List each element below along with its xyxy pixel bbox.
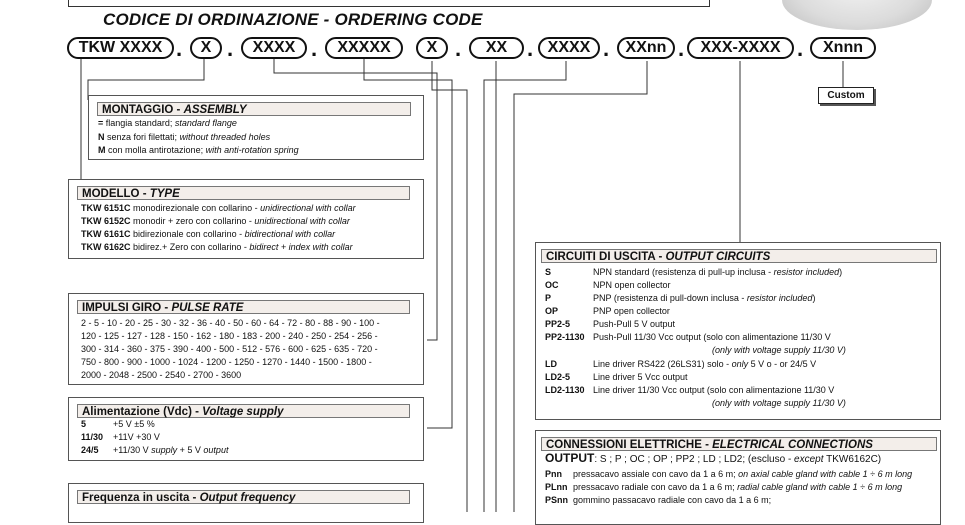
assembly-panel bbox=[88, 95, 424, 160]
code-segment-model: TKW XXXX bbox=[67, 37, 174, 59]
code-dot: . bbox=[797, 36, 804, 61]
assembly-row: M con molla antirotazione; with anti-rotation spring bbox=[98, 145, 299, 155]
supply-row: 5 +5 V ±5 % bbox=[81, 419, 155, 429]
supply-panel bbox=[68, 397, 424, 461]
type-row: TKW 6151C monodirezionale con collarino - unidirectional with collar bbox=[81, 203, 356, 213]
freq-panel bbox=[68, 483, 424, 523]
code-segment-output: XXX-XXXX bbox=[687, 37, 794, 59]
code-segment-xxxx: XXXX bbox=[538, 37, 600, 59]
page-heading: CODICE DI ORDINAZIONE - ORDERING CODE bbox=[103, 10, 483, 29]
assembly-row: N senza fori filettati; without threaded holes bbox=[98, 132, 271, 142]
output-row: PP2-5 Push-Pull 5 V output bbox=[545, 319, 676, 329]
code-segment-supply: XXXXX bbox=[325, 37, 403, 59]
freq-title: Frequenza in uscita - Output frequency bbox=[77, 490, 410, 504]
code-segment-pulse: XXXX bbox=[241, 37, 307, 59]
supply-title: Alimentazione (Vdc) - Voltage supply bbox=[77, 404, 410, 418]
code-dot: . bbox=[527, 36, 534, 61]
output-row-note: (only with voltage supply 11/30 V) bbox=[712, 398, 846, 408]
code-segment-xx: XX bbox=[469, 37, 524, 59]
connections-row: PLnn pressacavo radiale con cavo da 1 a 6 m; radial cable gland with cable 1 ÷ 6 m long bbox=[545, 482, 903, 492]
pulse-line: 2000 - 2048 - 2500 - 2540 - 2700 - 3600 bbox=[81, 370, 242, 380]
assembly-title: MONTAGGIO - ASSEMBLY bbox=[97, 102, 411, 116]
code-dot: . bbox=[603, 36, 610, 61]
supply-row: 11/30 +11V +30 V bbox=[81, 432, 160, 442]
pulse-title: IMPULSI GIRO - PULSE RATE bbox=[77, 300, 410, 314]
assembly-row: = flangia standard; standard flange bbox=[98, 118, 237, 128]
output-row: OC NPN open collector bbox=[545, 280, 671, 290]
connections-output-line: OUTPUT: S ; P ; OC ; OP ; PP2 ; LD ; LD2; (escluso - except TKW6162C) bbox=[545, 451, 882, 465]
type-row: TKW 6162C bidirez.+ Zero con collarino - bidirect + index with collar bbox=[81, 242, 353, 252]
pulse-panel bbox=[68, 293, 424, 385]
output-row: S NPN standard (resistenza di pull-up inclusa - resistor included) bbox=[545, 267, 843, 277]
connections-title: CONNESSIONI ELETTRICHE - ELECTRICAL CONNECTIONS bbox=[541, 437, 937, 451]
output-row: LD2-5 Line driver 5 Vcc output bbox=[545, 372, 688, 382]
connections-panel bbox=[535, 430, 941, 525]
code-segment-xxnn: XXnn bbox=[617, 37, 675, 59]
output-row: OP PNP open collector bbox=[545, 306, 670, 316]
connections-row: Pnn pressacavo assiale con cavo da 1 a 6 m; on axial cable gland with cable 1 ÷ 6 m long bbox=[545, 469, 913, 479]
pulse-line: 120 - 125 - 127 - 128 - 150 - 162 - 180 - 183 - 200 - 240 - 250 - 254 - 256 - bbox=[81, 331, 378, 341]
output-row: P PNP (resistenza di pull-down inclusa - resistor included) bbox=[545, 293, 816, 303]
code-segment-freq: X bbox=[416, 37, 448, 59]
type-title: MODELLO - TYPE bbox=[77, 186, 410, 200]
pulse-line: 750 - 800 - 900 - 1000 - 1024 - 1200 - 1250 - 1270 - 1440 - 1500 - 1800 - bbox=[81, 357, 372, 367]
output-row: LD Line driver RS422 (26LS31) solo - only 5 V o - or 24/5 V bbox=[545, 359, 817, 369]
code-dot: . bbox=[227, 36, 234, 61]
pulse-line: 300 - 314 - 360 - 375 - 390 - 400 - 500 - 512 - 576 - 600 - 625 - 635 - 720 - bbox=[81, 344, 378, 354]
output-panel bbox=[535, 242, 941, 420]
line-assembly bbox=[88, 59, 204, 100]
code-dot: . bbox=[455, 36, 462, 61]
output-row: PP2-1130 Push-Pull 11/30 Vcc output (solo con alimentazione 11/30 V bbox=[545, 332, 831, 342]
type-panel bbox=[68, 179, 424, 259]
code-dot: . bbox=[311, 36, 318, 61]
custom-box: Custom bbox=[818, 87, 874, 104]
code-segment-custom: Xnnn bbox=[810, 37, 876, 59]
output-title: CIRCUITI DI USCITA - OUTPUT CIRCUITS bbox=[541, 249, 937, 263]
code-segment-assembly: X bbox=[190, 37, 222, 59]
output-row: LD2-1130 Line driver 11/30 Vcc output (solo con alimentazione 11/30 V bbox=[545, 385, 835, 395]
code-dot: . bbox=[176, 36, 183, 61]
type-row: TKW 6152C monodir + zero con collarino - unidirectional with collar bbox=[81, 216, 350, 226]
pulse-line: 2 - 5 - 10 - 20 - 25 - 30 - 32 - 36 - 40 - 50 - 60 - 64 - 72 - 80 - 88 - 90 - 100 - bbox=[81, 318, 380, 328]
type-row: TKW 6161C bidirezionale con collarino - bidirectional with collar bbox=[81, 229, 336, 239]
supply-row: 24/5 +11/30 V supply + 5 V output bbox=[81, 445, 229, 455]
output-row-note: (only with voltage supply 11/30 V) bbox=[712, 345, 846, 355]
line-type bbox=[68, 59, 81, 188]
connections-row: PSnn gommino passacavo radiale con cavo da 1 a 6 m; bbox=[545, 495, 772, 505]
code-dot: . bbox=[678, 36, 685, 61]
